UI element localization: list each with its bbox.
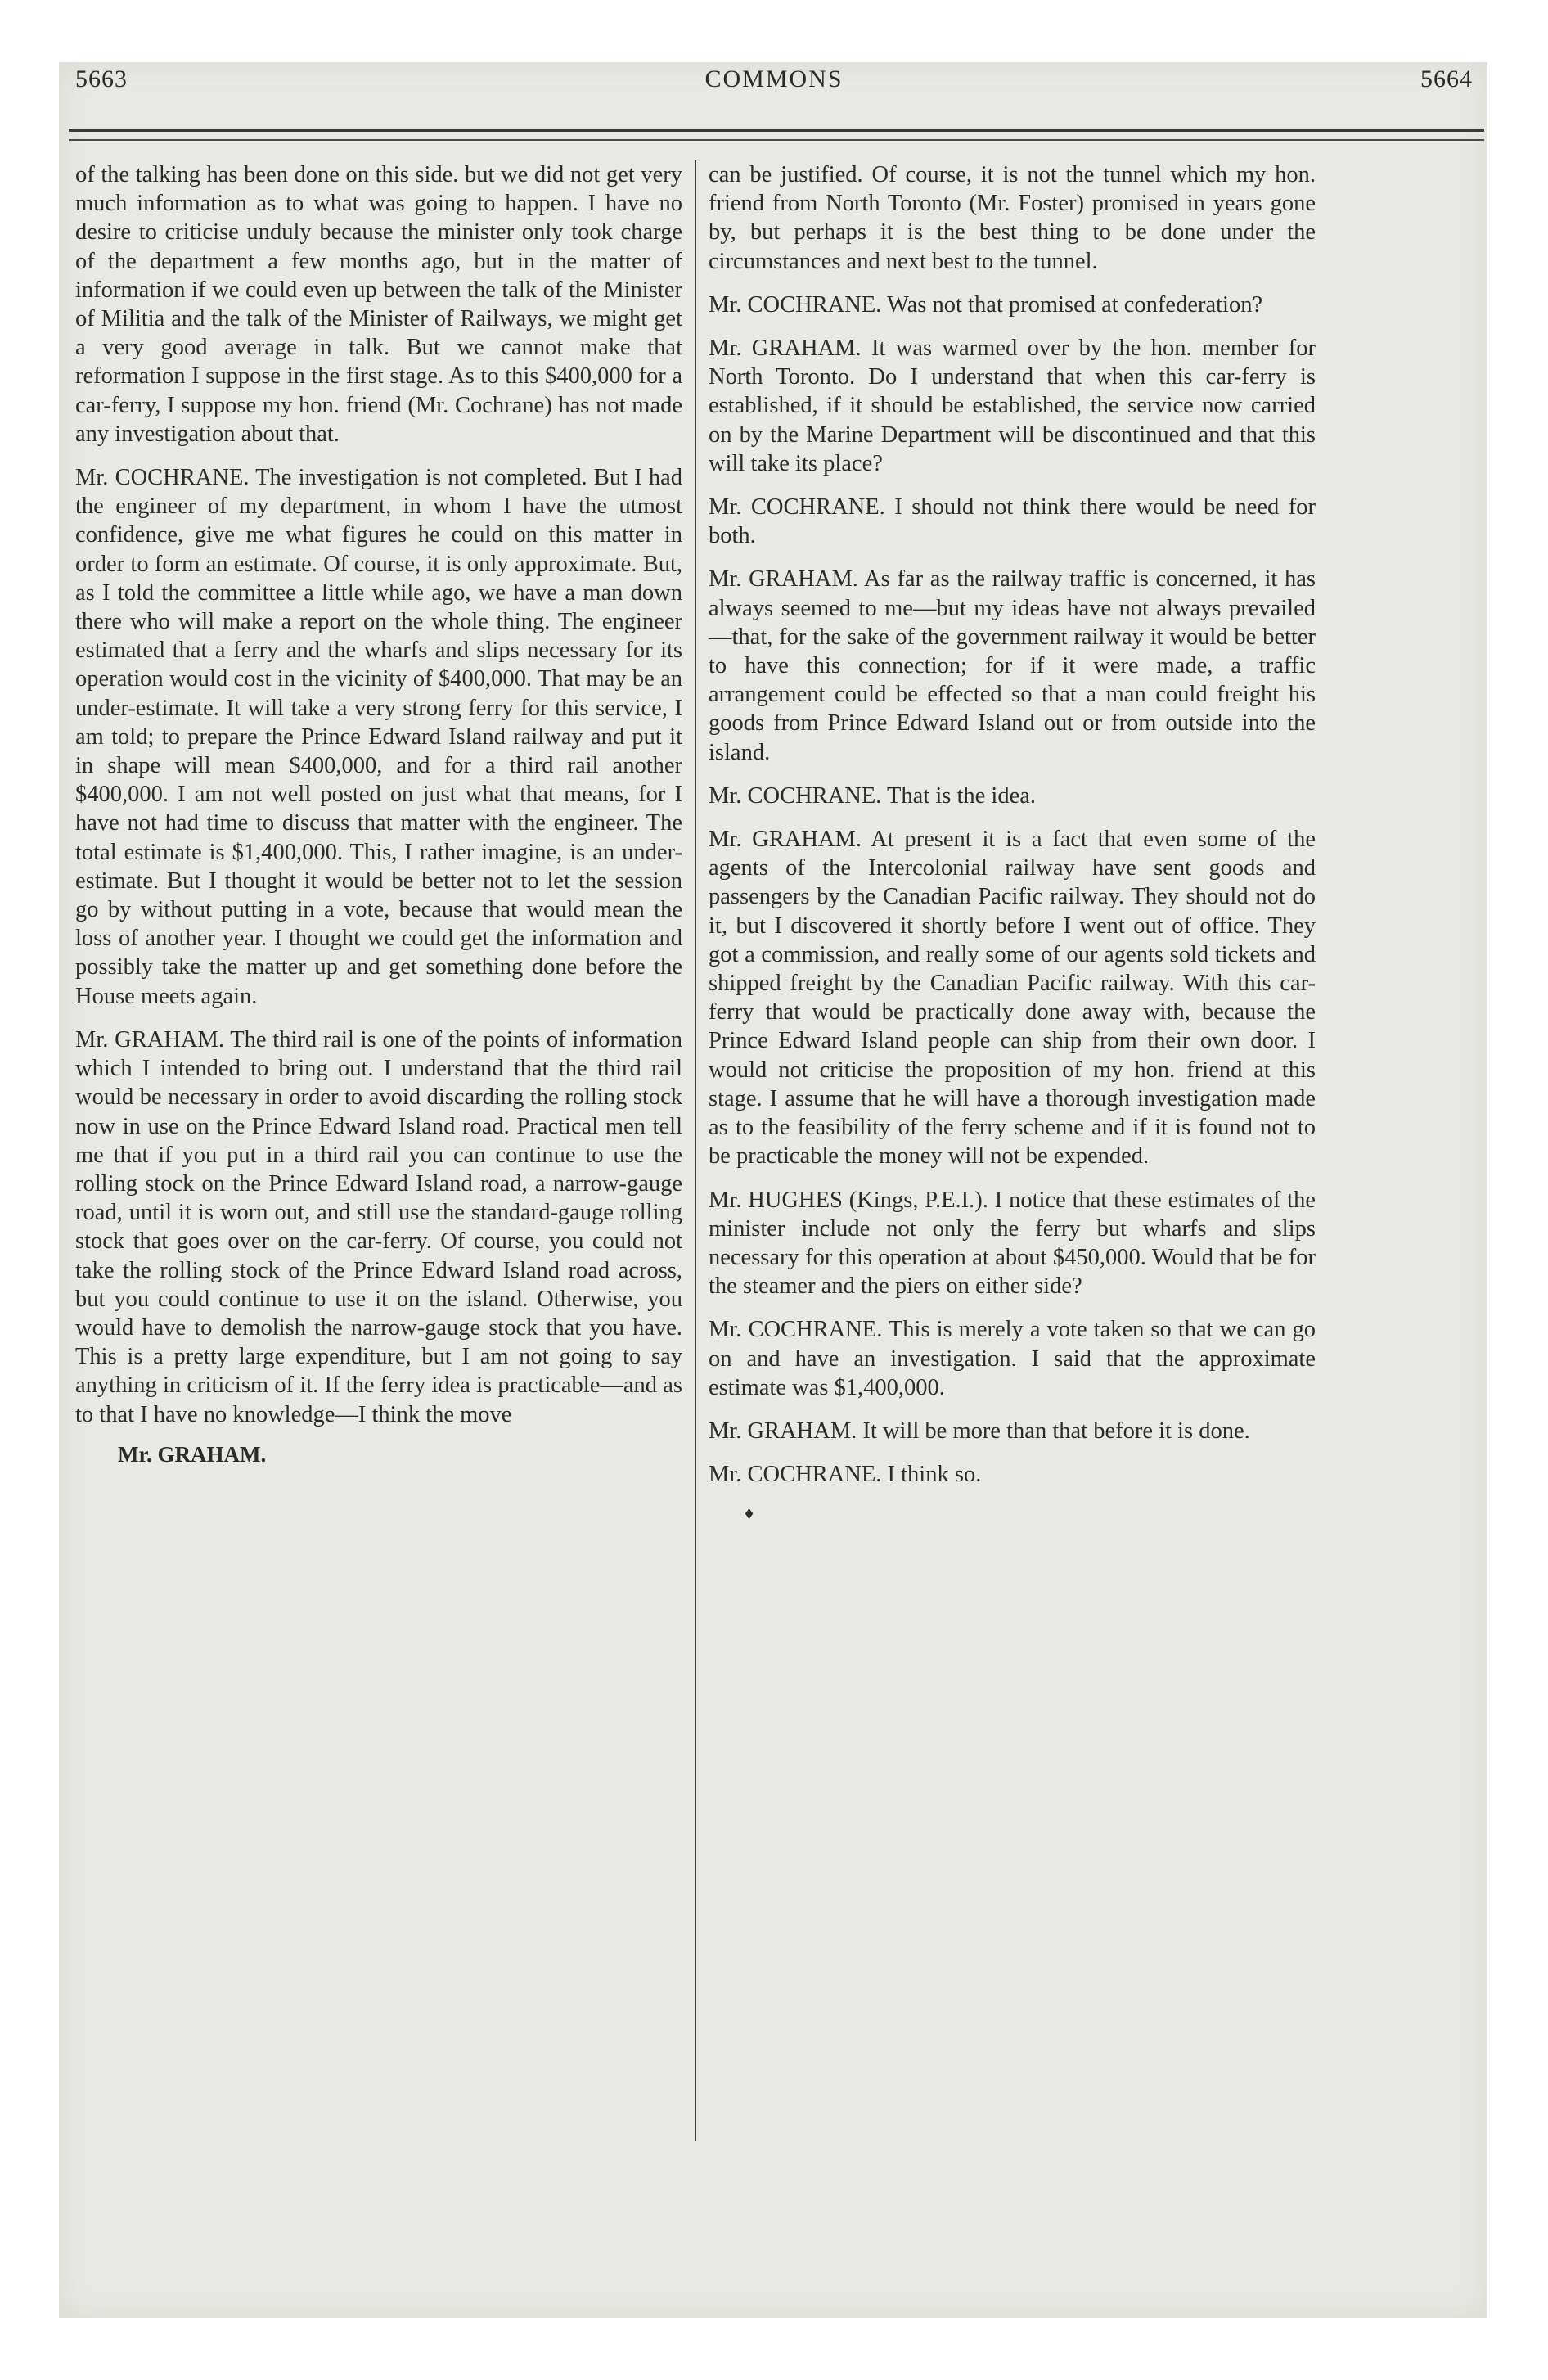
paragraph: Mr. GRAHAM. At present it is a fact that even some of the agents of the Intercolonial railway have sent goods and passengers by the Canadian Pacific railway. They should not do it, but I discovered it shortly before I went out of office. They got a commission, and really some of our agents sold tickets and shipped freight by the Canadian Pacific railway. With this car-ferry that would be practically done away with, because the Prince Edward Island people can ship from their own door. I would not criticise the proposition of my hon. friend at this stage. I assume that he will have a thorough investigation made as to the feasibility of the ferry scheme and if it is found not to be practicable the money will not be expended. (709, 827, 1316, 1170)
paragraph: Mr. COCHRANE. Was not that promised at confederation? (709, 291, 1263, 318)
left-column (75, 160, 682, 1469)
paragraph: of the talking has been done on this side. but we did not get very much information as to what was going to happen. I have no desire to criticise unduly because the minister only took charge of the department a few months ago, but in the matter of information if we could even up between the talk of the Minister of Militia and the talk of the Minister of Railways, we might get a very good average in talk. But we cannot make that reformation I suppose in the first stage. As to this $400,000 for a car-ferry, I suppose my hon. friend (Mr. Cochrane) has not made any investigation about that. (75, 162, 682, 447)
paragraph: Mr. GRAHAM. It was warmed over by the hon. member for North Toronto. Do I understand that when this car-ferry is established, if it should be established, the service now carried on by the Marine Department will be discontinued and that this will take its place? (709, 336, 1316, 476)
header-rule-secondary (69, 139, 1484, 141)
paragraph: Mr. COCHRANE. The investigation is not completed. But I had the engineer of my department, in whom I have the utmost confidence, give me what figures he could on this matter in order to form an estimate. Of course, it is only approximate. But, as I told the committee a little while ago, we have a man down there who will make a report on the whole thing. The engineer estimated that a ferry and the wharfs and slips necessary for its operation would cost in the vicinity of $400,000. That may be an under-estimate. It will take a very strong ferry for this service, I am told; to prepare the Prince Edward Island railway and put it in shape will mean $400,000, and for a third rail another $400,000. I am not well posted on just what that means, for I have not had time to discuss that matter with the engineer. The total estimate is $1,400,000. This, I rather imagine, is an under-estimate. But I thought it would be better not to let the session go by without putting in a vote, because that would mean the loss of another year. I thought we could get the information and possibly take the matter up and get something done before the House meets again. (75, 465, 682, 1009)
paragraph: Mr. GRAHAM. As far as the railway traffic is concerned, it has always seemed to me—but my ideas have not always prevailed—that, for the sake of the government railway it would be better to have this connection; for if it were made, a traffic arrangement could be effected so that a man could freight his goods from Prince Edward Island out or from outside into the island. (709, 566, 1316, 765)
footer-speaker: Mr. GRAHAM. (118, 1441, 267, 1467)
paragraph: Mr. HUGHES (Kings, P.E.I.). I notice that these estimates of the minister include not only the ferry but wharfs and slips necessary for this operation at about $450,000. Would that be for the steamer and the piers on either side? (709, 1187, 1316, 1300)
running-title: COMMONS (704, 65, 844, 92)
header-rule (69, 129, 1484, 132)
paragraph: Mr. COCHRANE. I should not think there would be need for both. (709, 494, 1316, 549)
paragraph: Mr. COCHRANE. That is the idea. (709, 782, 1037, 809)
paragraph: Mr. COCHRANE. I think so. (709, 1462, 982, 1488)
print-mark-icon: ♦ (745, 1503, 754, 1524)
right-column (709, 160, 1316, 1528)
paragraph: Mr. GRAHAM. It will be more than that before it is done. (709, 1418, 1250, 1444)
left-page-number: 5663 (75, 65, 128, 92)
right-page-number: 5664 (1420, 65, 1473, 92)
paragraph: can be justified. Of course, it is not the tunnel which my hon. friend from North Toronto (Mr. Foster) promised in years gone by, but perhaps it is the best thing to be done under the circumstances and next best to the tunnel. (709, 162, 1316, 274)
paragraph: Mr. COCHRANE. This is merely a vote taken so that we can go on and have an investigation. I said that the approximate estimate was $1,400,000. (709, 1317, 1316, 1400)
page-header (75, 65, 1473, 98)
paragraph: Mr. GRAHAM. The third rail is one of the points of information which I intended to bring out. I understand that the third rail would be necessary in order to avoid discarding the rolling stock now in use on the Prince Edward Island road. Practical men tell me that if you put in a third rail you can continue to use the rolling stock on the Prince Edward Island road, a narrow-gauge road, until it is worn out, and still use the standard-gauge rolling stock that goes over on the car-ferry. Of course, you could not take the rolling stock of the Prince Edward Island road across, but you could continue to use it on the island. Otherwise, you would have to demolish the narrow-gauge stock that you have. This is a pretty large expenditure, but I am not going to say anything in criticism of it. If the ferry idea is practicable—and as to that I have no knowledge—I think the move (75, 1026, 682, 1427)
column-divider (695, 160, 696, 2141)
